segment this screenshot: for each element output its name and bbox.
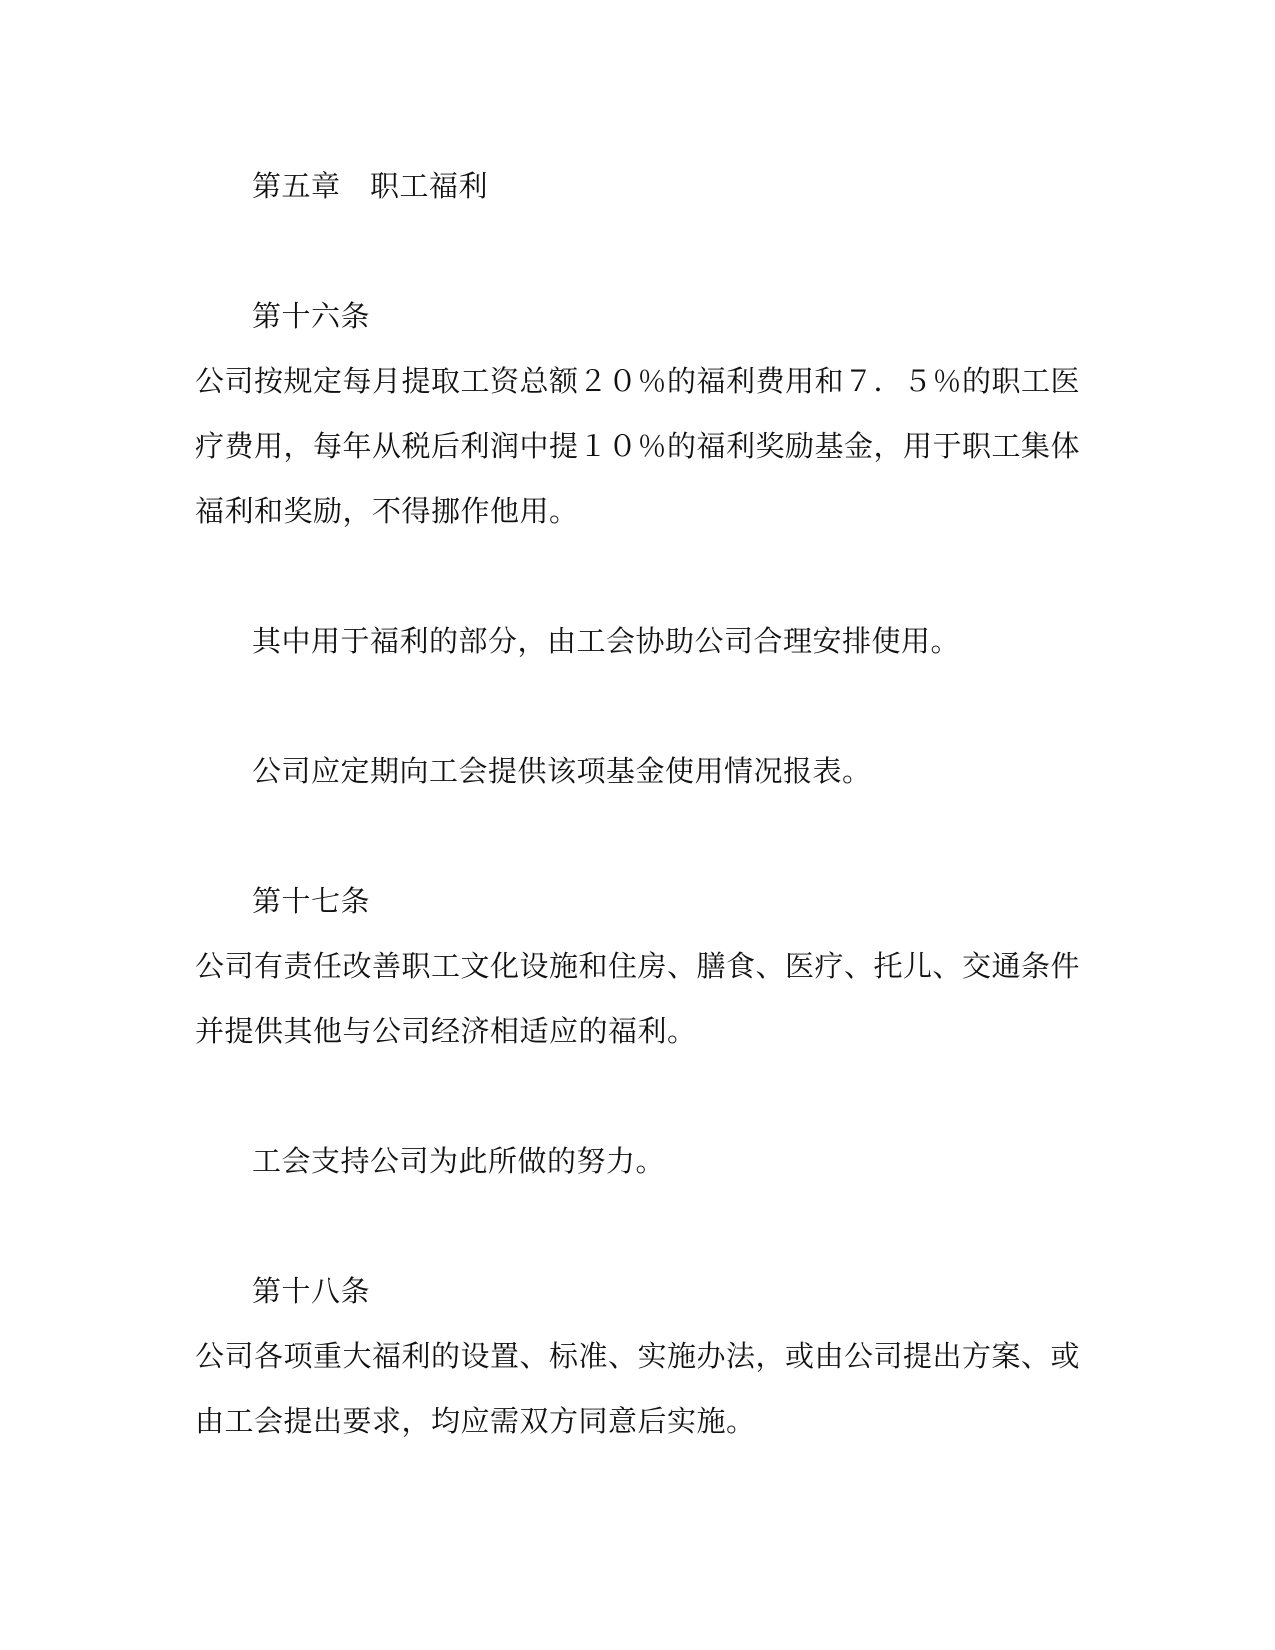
article-16-line-1: 公司按规定每月提取工资总额２０％的福利费用和７．５％的职工医 xyxy=(195,364,1081,398)
article-16-paragraph-3: 公司应定期向工会提供该项基金使用情况报表。 xyxy=(252,754,872,788)
article-17-line-1: 公司有责任改善职工文化设施和住房、膳食、医疗、托儿、交通条件 xyxy=(195,949,1081,983)
article-17-paragraph-2: 工会支持公司为此所做的努力。 xyxy=(252,1144,666,1178)
article-16-line-3: 福利和奖励，不得挪作他用。 xyxy=(195,494,579,528)
article-17-heading: 第十七条 xyxy=(252,884,371,918)
article-16-paragraph-2: 其中用于福利的部分，由工会协助公司合理安排使用。 xyxy=(252,624,961,658)
article-18-line-2: 由工会提出要求，均应需双方同意后实施。 xyxy=(195,1404,756,1438)
article-16-heading: 第十六条 xyxy=(252,299,371,333)
article-18-heading: 第十八条 xyxy=(252,1274,371,1308)
chapter-title: 第五章 职工福利 xyxy=(252,169,489,203)
article-18-line-1: 公司各项重大福利的设置、标准、实施办法，或由公司提出方案、或 xyxy=(195,1339,1081,1373)
article-17-line-2: 并提供其他与公司经济相适应的福利。 xyxy=(195,1014,697,1048)
article-16-line-2: 疗费用，每年从税后利润中提１０％的福利奖励基金，用于职工集体 xyxy=(195,429,1081,463)
